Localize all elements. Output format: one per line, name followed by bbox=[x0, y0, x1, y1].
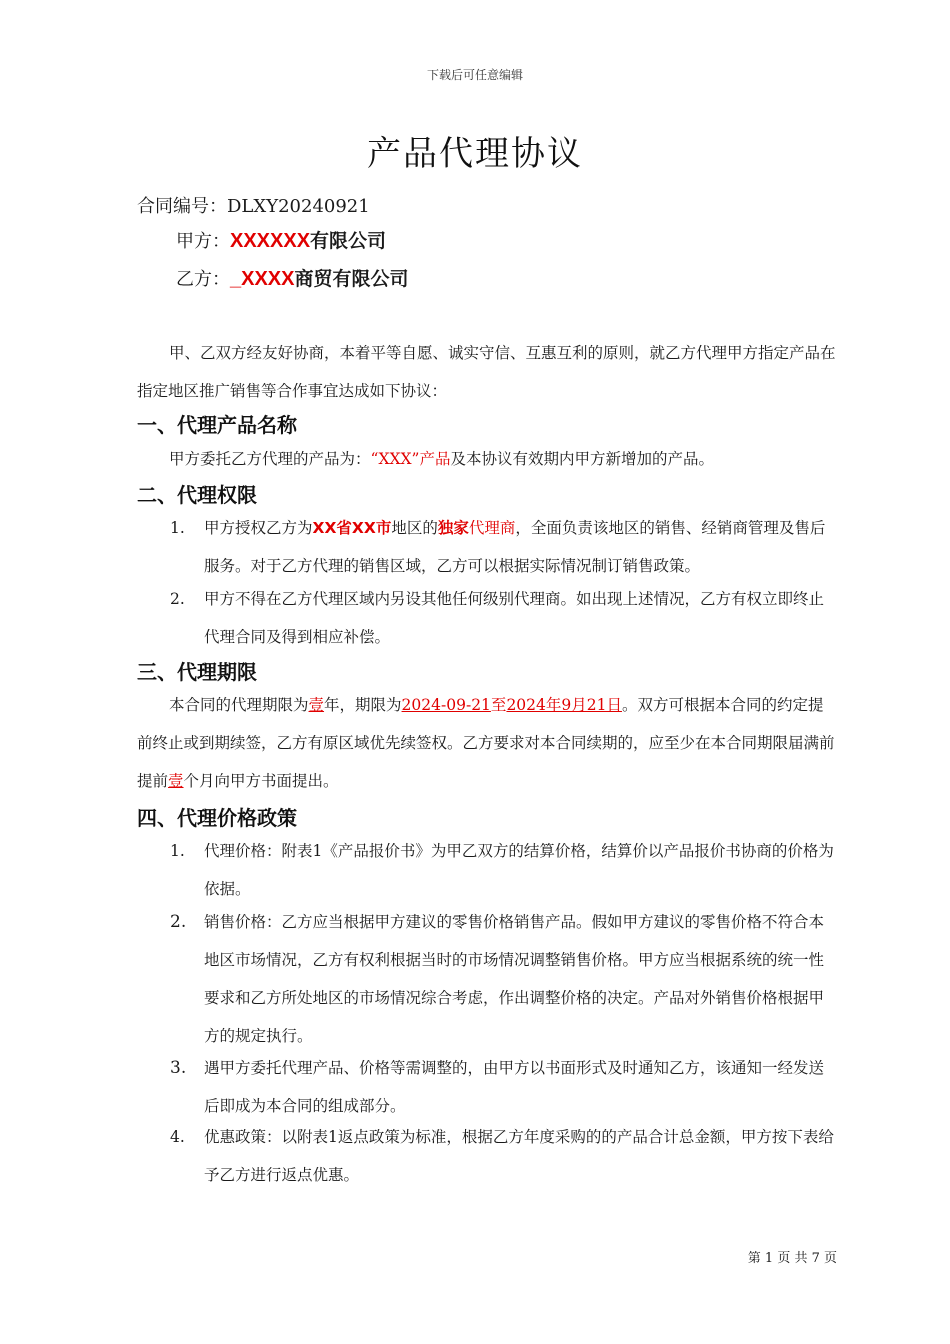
item-text-part: 甲方授权乙方为 bbox=[204, 519, 313, 537]
agency-region: XX省XX市 bbox=[312, 519, 392, 537]
list-item bbox=[170, 509, 837, 585]
party-b-label: 乙方： bbox=[176, 269, 230, 290]
section-1-text-a: 甲方委托乙方代理的产品为： bbox=[169, 450, 371, 468]
term-to: 至 bbox=[490, 696, 507, 714]
list-item-text: 销售价格：乙方应当根据甲方建议的零售价格销售产品。假如甲方建议的零售价格不符合本地区市场情况，乙方有权利根据当时的市场情况调整销售价格。甲方应当根据系统的统一性要求和乙方所处地区的市场情况综合考虑，作出调整价格的决定。产品对外销售价格根据甲方的规定执行。 bbox=[204, 913, 825, 1045]
agent-label: 代理商 bbox=[468, 519, 516, 537]
list-item-number: 2. bbox=[170, 590, 185, 608]
list-item-number: 4. bbox=[170, 1128, 185, 1146]
list-item-text: 代理价格：附表1《产品报价书》为甲乙双方的结算价格，结算价以产品报价书协商的价格为依据。 bbox=[204, 842, 834, 898]
party-b bbox=[176, 264, 409, 291]
list-item-number: 2. bbox=[170, 912, 187, 932]
list-item-text: 优惠政策：以附表1返点政策为标准，根据乙方年度采购的的产品合计总金额，甲方按下表给予乙方进行返点优惠。 bbox=[204, 1128, 834, 1184]
section-3-heading: 三、代理期限 bbox=[137, 660, 257, 684]
party-a-name-suffix: 有限公司 bbox=[310, 230, 387, 252]
intro-paragraph: 甲、乙双方经友好协商，本着平等自愿、诚实守信、互惠互利的原则，就乙方代理甲方指定产品在指定地区推广销售等合作事宜达成如下协议： bbox=[137, 344, 836, 400]
page-number: 第 1 页 共 7 页 bbox=[747, 1251, 837, 1266]
header-note: 下载后可任意编辑 bbox=[426, 68, 523, 82]
party-a-name-placeholder: XXXXXX bbox=[230, 230, 311, 252]
renewal-notice-months: 壹 bbox=[168, 772, 184, 790]
contract-number-value: DLXY20240921 bbox=[227, 196, 370, 217]
party-a bbox=[176, 226, 386, 253]
list-item-number: 1. bbox=[170, 842, 185, 860]
item-text-part: 地区的 bbox=[391, 519, 438, 537]
term-text-part: 个月向甲方书面提出。 bbox=[183, 772, 339, 790]
term-end-date: 2024年9月21日 bbox=[506, 696, 622, 714]
party-b-name-suffix: 商贸有限公司 bbox=[294, 268, 409, 290]
section-1-heading: 一、代理产品名称 bbox=[137, 413, 297, 437]
list-item bbox=[170, 832, 837, 908]
term-text-part: 。双方可根据本合同的约定提前终止或到期续签，乙方有原区域优先续签权。乙方要求对本合同续期的，应至少在本合同期限届满前提前 bbox=[137, 696, 835, 790]
section-3-paragraph bbox=[137, 686, 837, 800]
section-1-text-b: 及本协议有效期内甲方新增加的产品。 bbox=[450, 450, 714, 468]
section-2-heading: 二、代理权限 bbox=[137, 483, 257, 507]
term-text-part: 年，期限为 bbox=[324, 696, 402, 714]
list-item-text: 甲方不得在乙方代理区域内另设其他任何级别代理商。如出现上述情况，乙方有权立即终止代理合同及得到相应补偿。 bbox=[204, 590, 825, 646]
section-1-paragraph bbox=[137, 440, 837, 478]
product-name: “XXX”产品 bbox=[370, 450, 451, 468]
party-b-name-placeholder: _XXXX bbox=[230, 268, 295, 290]
section-4-heading: 四、代理价格政策 bbox=[137, 806, 297, 830]
party-a-label: 甲方： bbox=[176, 231, 230, 252]
item-text-part: ，全面负责该地区的销售、经销商管理及售后服务。对于乙方代理的销售区域，乙方可以根据实际情况制订销售政策。 bbox=[204, 519, 826, 575]
list-item-number: 3. bbox=[170, 1058, 187, 1078]
contract-number bbox=[137, 192, 370, 218]
list-item bbox=[170, 1118, 837, 1194]
term-start-date: 2024-09-21 bbox=[401, 696, 491, 714]
contract-number-label: 合同编号： bbox=[137, 196, 227, 217]
term-years: 壹 bbox=[308, 696, 325, 714]
list-item bbox=[170, 903, 837, 1055]
list-item-text: 遇甲方委托代理产品、价格等需调整的，由甲方以书面形式及时通知乙方，该通知一经发送后即成为本合同的组成部分。 bbox=[204, 1059, 825, 1115]
list-item-number: 1. bbox=[170, 519, 185, 537]
document-title: 产品代理协议 bbox=[367, 134, 583, 174]
term-text-part: 本合同的代理期限为 bbox=[169, 696, 309, 714]
list-item bbox=[170, 1049, 837, 1125]
list-item-text bbox=[204, 509, 837, 585]
list-item bbox=[170, 580, 837, 656]
exclusive-label: 独家 bbox=[437, 519, 469, 537]
